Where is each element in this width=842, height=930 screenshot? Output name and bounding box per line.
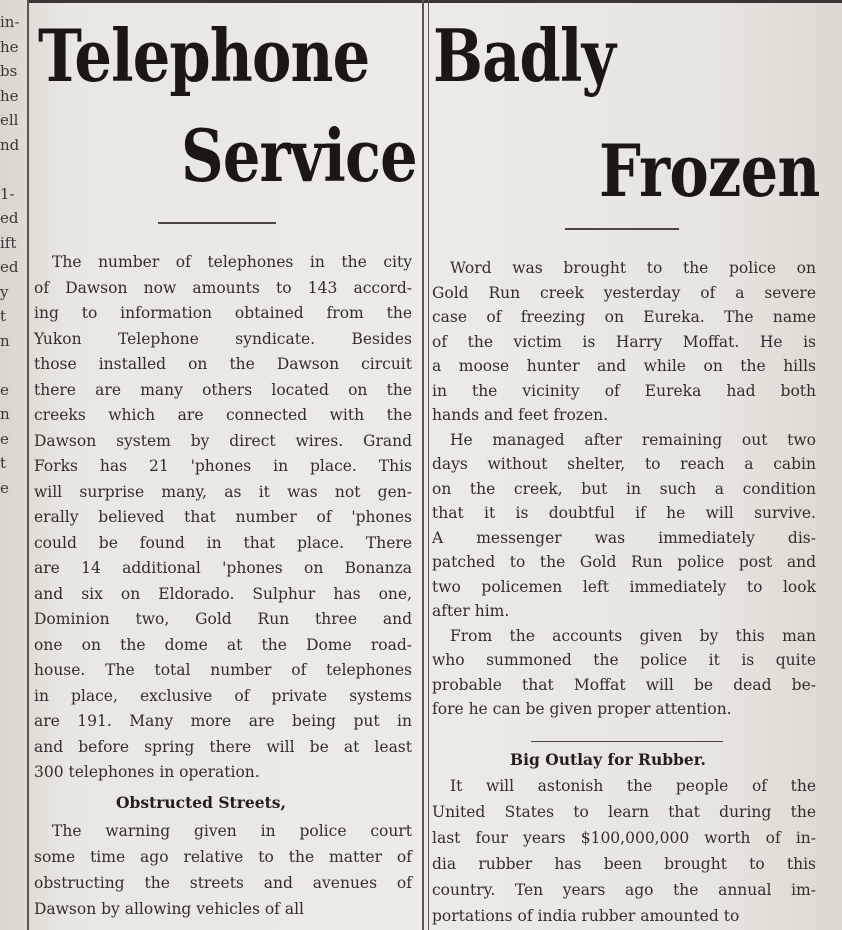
text-line: after him.: [432, 602, 510, 620]
text-line: hands and feet frozen.: [432, 406, 609, 424]
headline-divider-right: [565, 228, 679, 230]
text-line: are 191. Many more are being put in: [34, 712, 412, 730]
edge-fragment: ell: [0, 111, 19, 129]
big-outlay-subhead: Big Outlay for Rubber.: [510, 750, 706, 769]
text-line: that it is doubtful if he will survive.: [432, 504, 816, 522]
text-line: a moose hunter and while on the hills: [432, 357, 816, 375]
text-line: case of freezing on Eureka. The name: [432, 308, 816, 326]
edge-fragment: ift: [0, 233, 17, 252]
text-line: of Dawson now amounts to 143 accord-: [34, 278, 412, 297]
top-rule: [28, 0, 842, 3]
edge-fragment: ed: [0, 258, 19, 276]
headline-badly: Badly: [433, 13, 616, 98]
headline-telephone: Telephone: [38, 13, 370, 98]
edge-fragment: t: [0, 307, 7, 325]
text-line: one on the dome at the Dome road-: [34, 635, 412, 654]
edge-fragment: 1-: [0, 184, 15, 203]
text-line: Dawson system by direct wires. Grand: [34, 431, 412, 450]
text-line: could be found in that place. There: [34, 533, 412, 552]
text-line: dia rubber has been brought to this: [432, 855, 816, 873]
text-line: A messenger was immediately dis-: [432, 528, 816, 547]
edge-fragment: [0, 549, 24, 574]
text-line: Dominion two, Gold Run three and: [34, 610, 412, 628]
text-line: will surprise many, as it was not gen-: [34, 482, 412, 501]
text-line: creeks which are connected with the: [34, 406, 412, 424]
text-line: probable that Moffat will be dead be-: [432, 675, 816, 694]
text-line: last four years $100,000,000 worth of in-: [432, 829, 816, 847]
edge-fragment: y: [0, 282, 9, 301]
edge-fragment: e: [0, 478, 9, 497]
text-line: 300 telephones in operation.: [34, 763, 260, 781]
obstructed-streets-subhead: Obstructed Streets,: [116, 793, 286, 812]
text-line: some time ago relative to the matter of: [34, 848, 412, 866]
edge-fragment: he: [0, 37, 19, 56]
badly-frozen-article-body: [432, 256, 816, 722]
edge-fragment: in-: [0, 13, 20, 31]
edge-fragment: t: [0, 454, 7, 472]
edge-fragment: nd: [0, 135, 20, 154]
text-line: of the victim is Harry Moffat. He is: [432, 332, 816, 351]
text-line: days without shelter, to reach a cabin: [432, 455, 816, 473]
text-line: The warning given in police court: [52, 822, 412, 840]
text-line: in the vicinity of Eureka had both: [432, 381, 816, 400]
telephone-article-body: [34, 250, 412, 786]
column-rule-middle: [422, 0, 424, 930]
text-line: and six on Eldorado. Sulphur has one,: [34, 584, 412, 603]
text-line: on the creek, but in such a condition: [432, 479, 816, 498]
previous-column-fragments: [0, 10, 24, 598]
subhead-rule-right: [531, 741, 723, 742]
edge-fragment: e: [0, 429, 9, 448]
edge-fragment: ed: [0, 209, 19, 227]
text-line: erally believed that number of 'phones: [34, 508, 412, 526]
text-line: in place, exclusive of private systems: [34, 686, 412, 705]
column-rule-middle-thin: [428, 0, 429, 930]
text-line: two policemen left immediately to look: [432, 577, 816, 596]
headline-service: Service: [181, 113, 417, 198]
text-line: Dawson by allowing vehicles of all: [34, 900, 304, 918]
text-line: obstructing the streets and avenues of: [34, 874, 412, 892]
text-line: are 14 additional 'phones on Bonanza: [34, 559, 412, 577]
big-outlay-body: [432, 773, 816, 929]
edge-fragment: [0, 157, 24, 182]
edge-fragment: bs: [0, 62, 18, 80]
text-line: From the accounts given by this man: [450, 626, 816, 645]
edge-fragment: [0, 525, 24, 550]
text-line: It will astonish the people of the: [450, 777, 816, 795]
column-rule-left: [27, 0, 29, 930]
text-line: The number of telephones in the city: [52, 253, 412, 271]
headline-divider-left: [158, 222, 276, 224]
text-line: Word was brought to the police on: [450, 259, 816, 277]
obstructed-streets-body: [34, 818, 412, 922]
text-line: He managed after remaining out two: [450, 430, 816, 449]
text-line: Gold Run creek yesterday of a severe: [432, 283, 816, 302]
text-line: house. The total number of telephones: [34, 661, 412, 679]
text-line: Yukon Telephone syndicate. Besides: [34, 329, 412, 348]
text-line: country. Ten years ago the annual im-: [432, 881, 816, 899]
text-line: United States to learn that during the: [432, 803, 816, 821]
edge-fragment: n: [0, 331, 10, 350]
text-line: Forks has 21 'phones in place. This: [34, 457, 412, 475]
text-line: ing to information obtained from the: [34, 304, 412, 322]
text-line: there are many others located on the: [34, 380, 412, 399]
edge-fragment: [0, 500, 24, 525]
text-line: who summoned the police it is quite: [432, 651, 816, 669]
text-line: fore he can be given proper attention.: [432, 700, 732, 718]
text-line: patched to the Gold Run police post and: [432, 553, 816, 571]
edge-fragment: he: [0, 86, 19, 105]
edge-fragment: [0, 574, 24, 599]
edge-fragment: [0, 353, 24, 378]
text-line: and before spring there will be at least: [34, 737, 412, 756]
edge-fragment: e: [0, 380, 9, 399]
text-line: portations of india rubber amounted to: [432, 907, 740, 925]
edge-fragment: n: [0, 405, 10, 423]
text-line: those installed on the Dawson circuit: [34, 355, 412, 373]
headline-frozen: Frozen: [599, 128, 820, 213]
